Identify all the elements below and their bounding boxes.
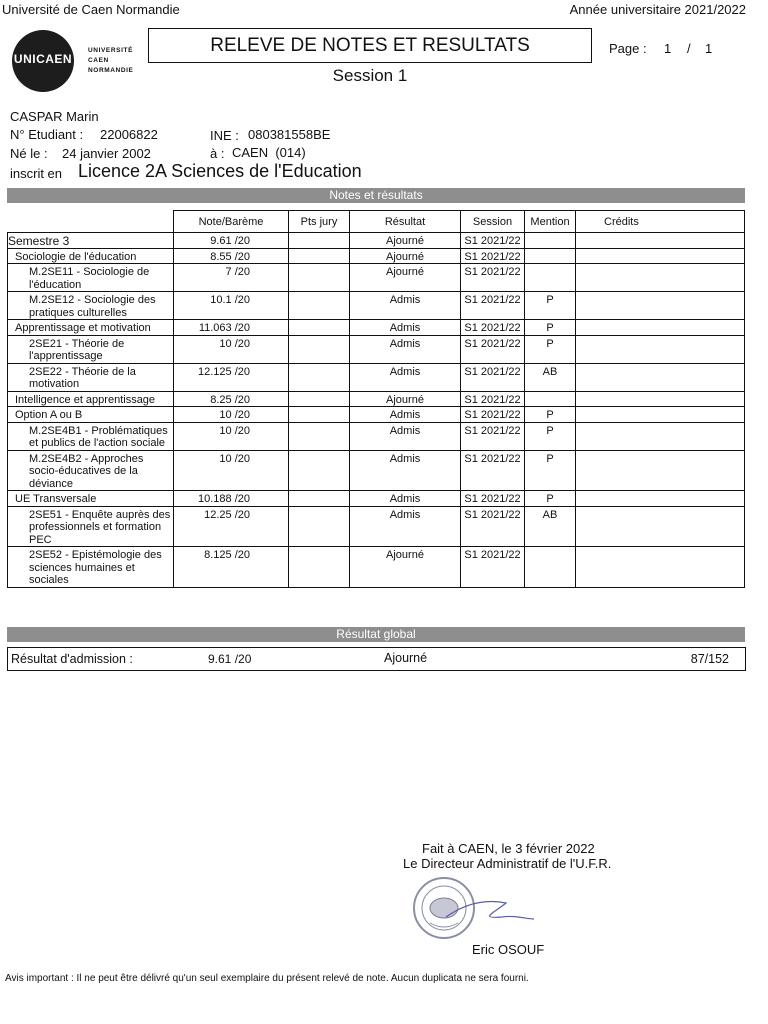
cell-mention: AB <box>525 506 576 547</box>
cell-mention <box>525 391 576 407</box>
cell-note: 8.125 /20 <box>174 547 289 588</box>
cell-jury-points <box>289 407 350 423</box>
cell-mention <box>525 264 576 292</box>
cell-mention: P <box>525 335 576 363</box>
cell-course-name: Apprentissage et motivation <box>8 320 174 336</box>
cell-course-name: Option A ou B <box>8 407 174 423</box>
cell-course-name: Semestre 3 <box>8 233 174 249</box>
cell-course-name: M.2SE4B1 - Problématiques et publics de l'action sociale <box>8 422 174 450</box>
logo-line-1: UNIVERSITÉ <box>88 47 134 54</box>
cell-mention <box>525 547 576 588</box>
cell-course-name: Intelligence et apprentissage <box>8 391 174 407</box>
cell-credits <box>576 292 745 320</box>
program-name: Licence 2A Sciences de l'Education <box>78 161 362 181</box>
session-title: Session 1 <box>332 66 408 85</box>
cell-mention <box>525 233 576 249</box>
cell-credits <box>576 363 745 391</box>
cell-mention: P <box>525 407 576 423</box>
cell-jury-points <box>289 363 350 391</box>
cell-result: Ajourné <box>350 233 461 249</box>
cell-session: S1 2021/22 <box>461 264 525 292</box>
table-header-row <box>8 211 745 233</box>
cell-session: S1 2021/22 <box>461 506 525 547</box>
cell-result: Admis <box>350 450 461 491</box>
col-header-mention: Mention <box>525 211 576 233</box>
cell-note: 12.25 /20 <box>174 506 289 547</box>
cell-result: Ajourné <box>350 391 461 407</box>
cell-result: Admis <box>350 407 461 423</box>
cell-note: 10 /20 <box>174 450 289 491</box>
table-row <box>8 391 745 407</box>
cell-session: S1 2021/22 <box>461 292 525 320</box>
official-seal-icon <box>406 873 546 943</box>
cell-session: S1 2021/22 <box>461 248 525 264</box>
admission-note: 9.61 /20 <box>208 652 252 666</box>
cell-session: S1 2021/22 <box>461 233 525 249</box>
logo-text <box>88 46 133 76</box>
table-row <box>8 233 745 249</box>
cell-credits <box>576 264 745 292</box>
cell-result: Admis <box>350 422 461 450</box>
cell-jury-points <box>289 233 350 249</box>
cell-course-name: Sociologie de l'éducation <box>8 248 174 264</box>
cell-credits <box>576 407 745 423</box>
birth-date: 24 janvier 2002 <box>62 146 151 161</box>
footer-notice: Avis important : Il ne peut être délivré qu'un seul exemplaire du présent relevé de note. Aucun duplicata ne sera fourni. <box>5 973 529 984</box>
cell-note: 10.188 /20 <box>174 491 289 507</box>
academic-year: Année universitaire 2021/2022 <box>569 2 746 17</box>
table-row <box>8 264 745 292</box>
cell-session: S1 2021/22 <box>461 363 525 391</box>
logo-line-3: NORMANDIE <box>88 67 134 74</box>
col-header-name <box>8 211 174 233</box>
page-separator: / <box>687 41 691 56</box>
cell-jury-points <box>289 547 350 588</box>
cell-result: Ajourné <box>350 248 461 264</box>
cell-jury-points <box>289 506 350 547</box>
admission-label: Résultat d'admission : <box>11 652 133 666</box>
cell-jury-points <box>289 264 350 292</box>
ine-label: INE : <box>210 128 239 143</box>
cell-course-name: M.2SE12 - Sociologie des pratiques culturelles <box>8 292 174 320</box>
student-name: CASPAR Marin <box>10 109 99 124</box>
cell-note: 8.55 /20 <box>174 248 289 264</box>
cell-jury-points <box>289 422 350 450</box>
col-header-jury: Pts jury <box>289 211 350 233</box>
cell-session: S1 2021/22 <box>461 335 525 363</box>
cell-credits <box>576 233 745 249</box>
university-logo <box>12 30 148 92</box>
signatory-role: Le Directeur Administratif de l'U.F.R. <box>403 856 612 871</box>
cell-credits <box>576 248 745 264</box>
cell-note: 10 /20 <box>174 407 289 423</box>
cell-result: Admis <box>350 320 461 336</box>
cell-result: Admis <box>350 363 461 391</box>
grades-body <box>8 233 745 588</box>
cell-session: S1 2021/22 <box>461 320 525 336</box>
cell-mention: AB <box>525 363 576 391</box>
cell-jury-points <box>289 335 350 363</box>
cell-session: S1 2021/22 <box>461 422 525 450</box>
table-row <box>8 292 745 320</box>
cell-credits <box>576 506 745 547</box>
cell-result: Admis <box>350 506 461 547</box>
ine-number: 080381558BE <box>248 127 331 142</box>
cell-credits <box>576 335 745 363</box>
col-header-result: Résultat <box>350 211 461 233</box>
grades-table <box>7 210 745 588</box>
birth-place: CAEN (014) <box>232 145 306 160</box>
cell-note: 12.125 /20 <box>174 363 289 391</box>
cell-jury-points <box>289 391 350 407</box>
cell-note: 11.063 /20 <box>174 320 289 336</box>
cell-course-name: 2SE51 - Enquête auprès des professionnels et formation PEC <box>8 506 174 547</box>
table-row <box>8 547 745 588</box>
cell-result: Ajourné <box>350 547 461 588</box>
cell-session: S1 2021/22 <box>461 491 525 507</box>
cell-session: S1 2021/22 <box>461 547 525 588</box>
cell-note: 10.1 /20 <box>174 292 289 320</box>
university-name: Université de Caen Normandie <box>2 2 180 17</box>
cell-session: S1 2021/22 <box>461 450 525 491</box>
cell-credits <box>576 320 745 336</box>
admission-result-box <box>7 647 746 671</box>
page-current: 1 <box>664 41 672 56</box>
table-row <box>8 506 745 547</box>
cell-result: Admis <box>350 335 461 363</box>
table-row <box>8 407 745 423</box>
place-date: Fait à CAEN, le 3 février 2022 <box>422 841 595 856</box>
document-title: RELEVE DE NOTES ET RESULTATS <box>148 28 592 63</box>
cell-note: 10 /20 <box>174 335 289 363</box>
cell-credits <box>576 422 745 450</box>
cell-mention: P <box>525 422 576 450</box>
table-row <box>8 450 745 491</box>
cell-note: 9.61 /20 <box>174 233 289 249</box>
cell-course-name: 2SE21 - Théorie de l'apprentissage <box>8 335 174 363</box>
admission-result: Ajourné <box>384 651 428 665</box>
cell-result: Admis <box>350 292 461 320</box>
cell-result: Ajourné <box>350 264 461 292</box>
page-total: 1 <box>705 41 713 56</box>
table-row <box>8 363 745 391</box>
page-label: Page : <box>609 41 647 56</box>
cell-mention: P <box>525 320 576 336</box>
cell-jury-points <box>289 292 350 320</box>
cell-note: 7 /20 <box>174 264 289 292</box>
cell-jury-points <box>289 248 350 264</box>
col-header-session: Session <box>461 211 525 233</box>
enrolled-label: inscrit en <box>10 166 63 181</box>
student-number-label: N° Etudiant : <box>10 127 84 142</box>
birth-place-label: à : <box>210 146 225 161</box>
cell-jury-points <box>289 450 350 491</box>
cell-session: S1 2021/22 <box>461 391 525 407</box>
cell-jury-points <box>289 320 350 336</box>
table-row <box>8 491 745 507</box>
birth-date-label: Né le : <box>10 146 48 161</box>
cell-course-name: UE Transversale <box>8 491 174 507</box>
cell-credits <box>576 450 745 491</box>
cell-credits <box>576 547 745 588</box>
cell-mention: P <box>525 491 576 507</box>
cell-course-name: M.2SE4B2 - Approches socio-éducatives de la déviance <box>8 450 174 491</box>
cell-jury-points <box>289 491 350 507</box>
table-row <box>8 248 745 264</box>
cell-mention: P <box>525 292 576 320</box>
notes-section-header: Notes et résultats <box>7 188 745 203</box>
cell-credits <box>576 391 745 407</box>
cell-course-name: 2SE52 - Epistémologie des sciences humaines et sociales <box>8 547 174 588</box>
table-row <box>8 335 745 363</box>
cell-result: Admis <box>350 491 461 507</box>
logo-line-2: CAEN <box>88 57 109 64</box>
cell-credits <box>576 491 745 507</box>
cell-mention: P <box>525 450 576 491</box>
cell-course-name: 2SE22 - Théorie de la motivation <box>8 363 174 391</box>
student-number: 22006822 <box>100 127 158 142</box>
global-section-header: Résultat global <box>7 627 745 642</box>
table-row <box>8 320 745 336</box>
table-row <box>8 422 745 450</box>
cell-note: 8.25 /20 <box>174 391 289 407</box>
logo-mark: UNICAEN <box>13 52 73 66</box>
col-header-credits: Crédits <box>576 211 745 233</box>
signer-name: Eric OSOUF <box>472 942 545 957</box>
cell-note: 10 /20 <box>174 422 289 450</box>
cell-mention <box>525 248 576 264</box>
admission-rank: 87/152 <box>690 652 729 666</box>
cell-session: S1 2021/22 <box>461 407 525 423</box>
cell-course-name: M.2SE11 - Sociologie de l'éducation <box>8 264 174 292</box>
col-header-note: Note/Barème <box>174 211 289 233</box>
